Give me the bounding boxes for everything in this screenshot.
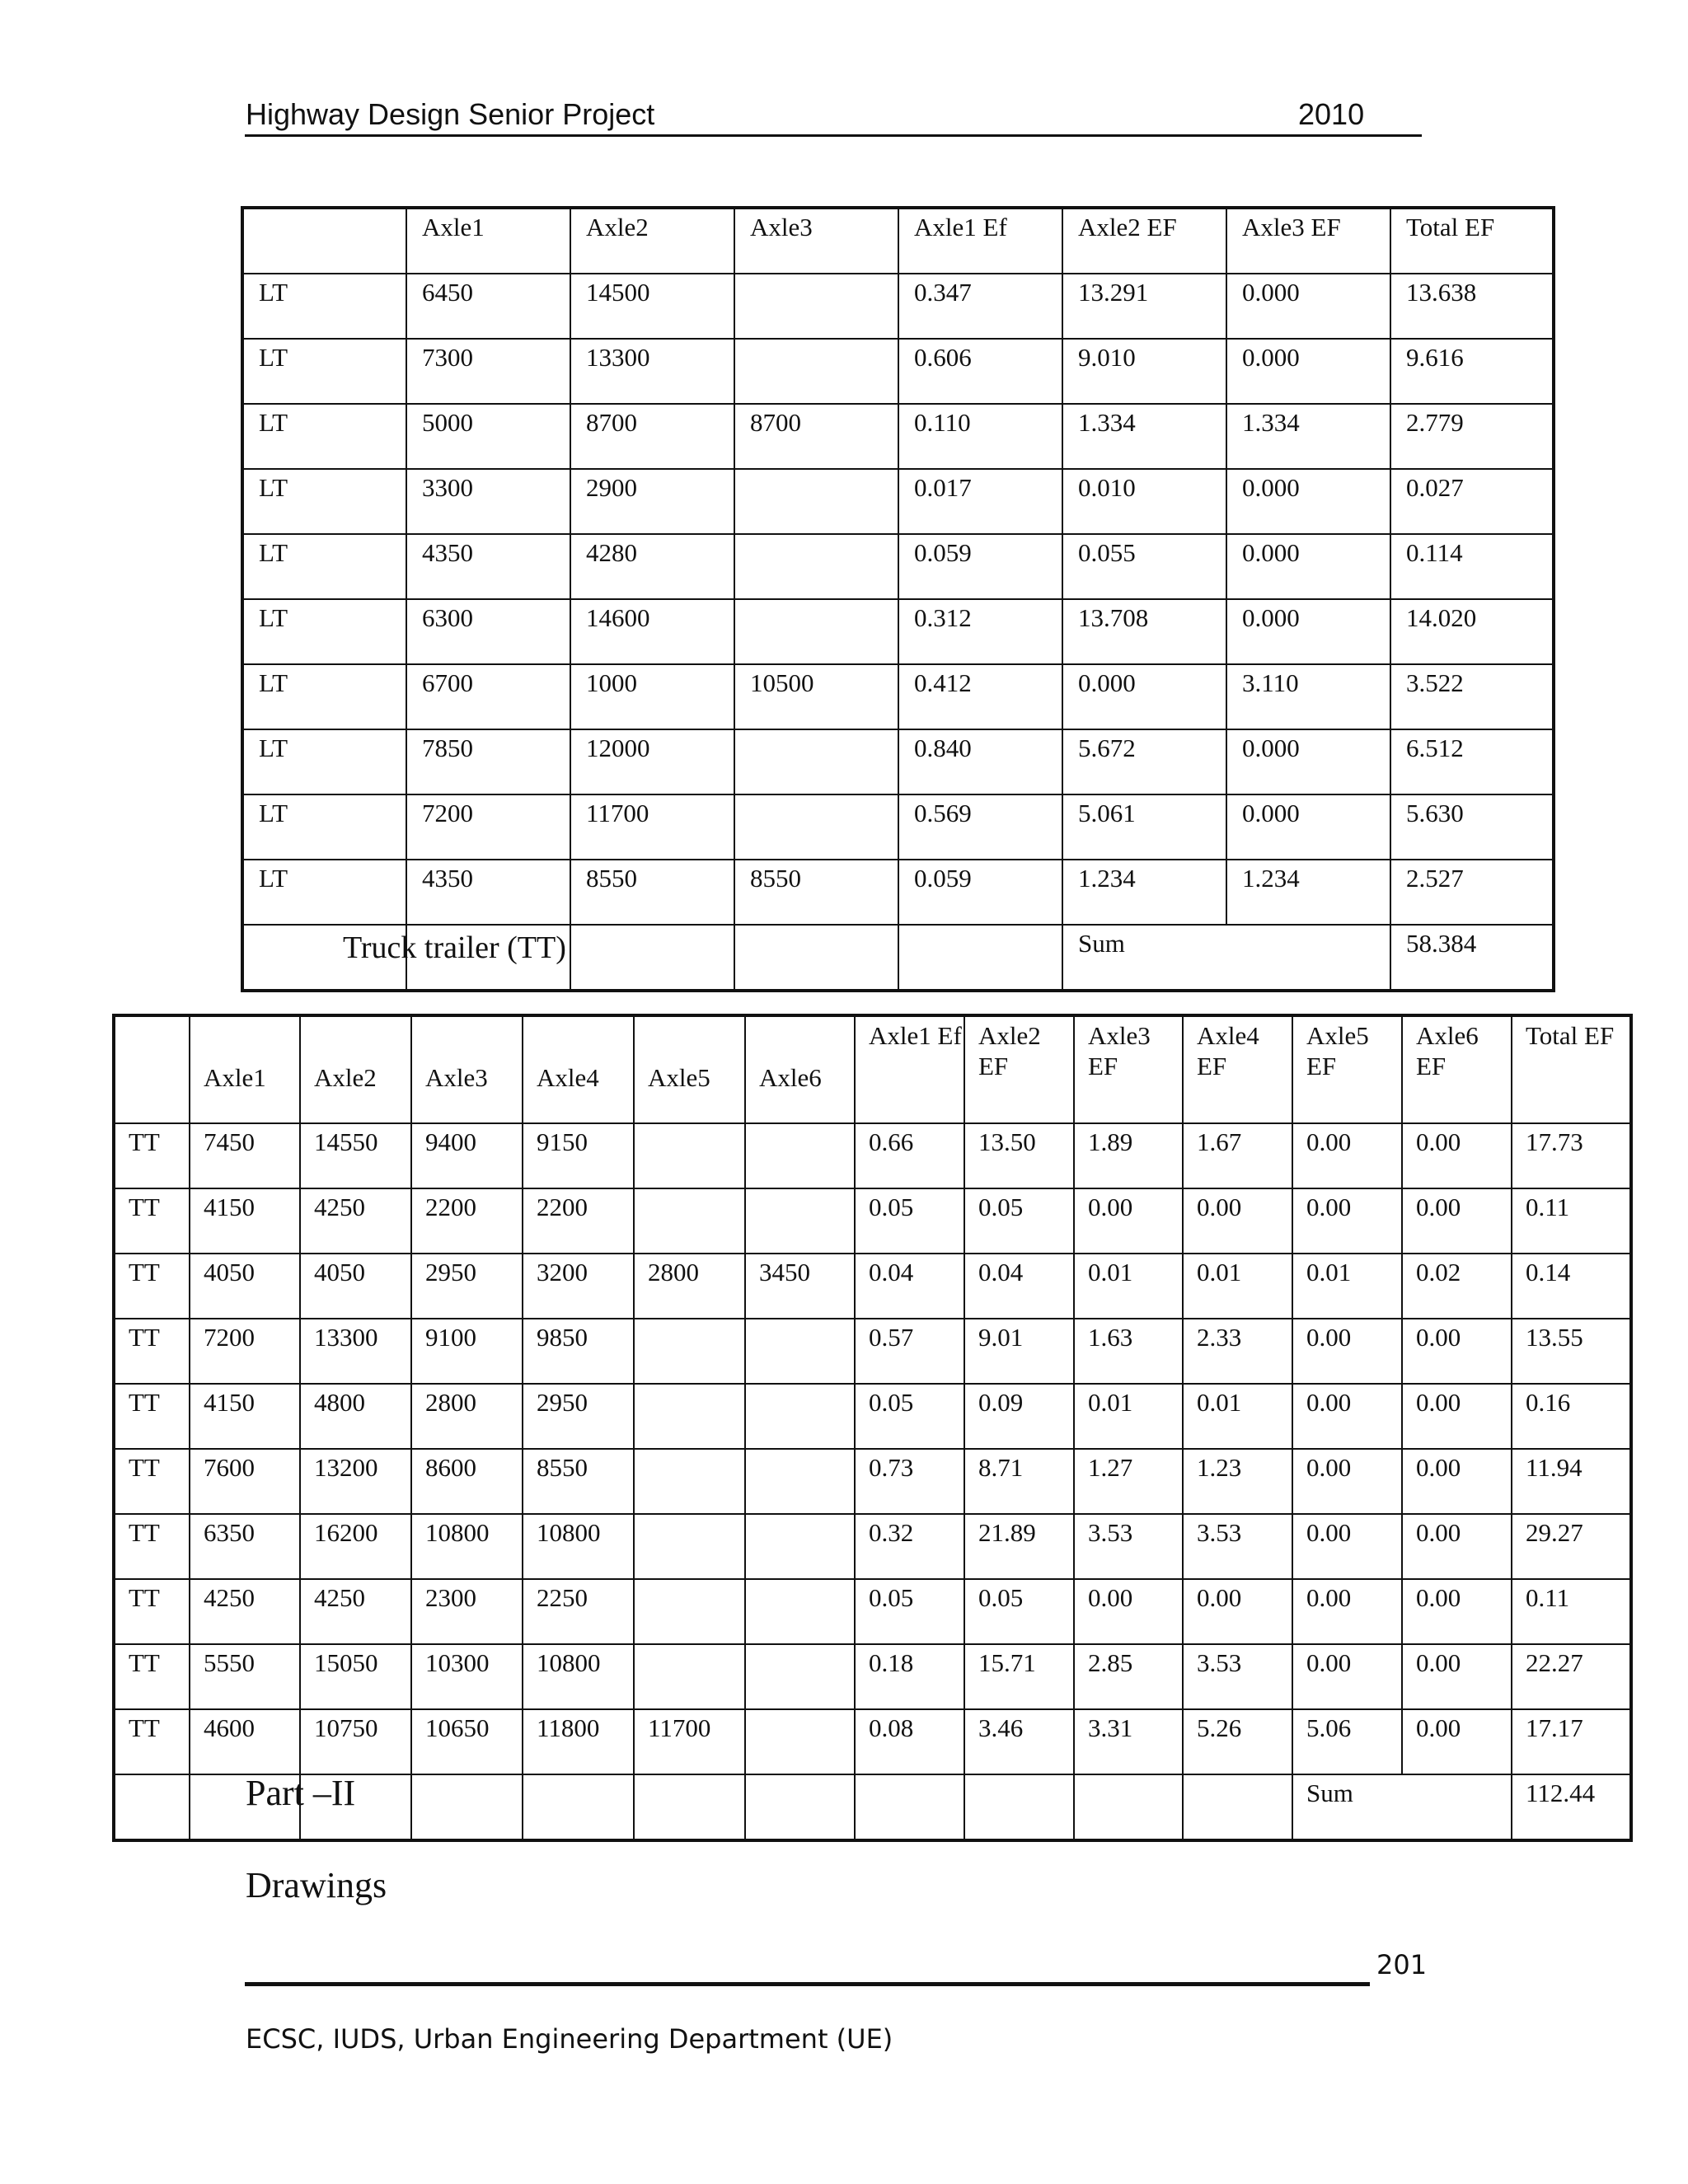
table-cell [745,1319,855,1384]
table-cell: 0.00 [1292,1644,1402,1709]
table-cell: 1000 [570,664,734,729]
table-row [114,1254,1631,1319]
column-header: Axle3 EF [1074,1015,1183,1123]
table-cell: 0.73 [855,1449,964,1514]
table-cell: 3.46 [964,1709,1074,1774]
table-cell: 21.89 [964,1514,1074,1579]
table-cell: 4250 [300,1579,411,1644]
table-cell: 0.05 [855,1188,964,1254]
table-cell: 13.708 [1062,599,1226,664]
table-cell: 0.18 [855,1644,964,1709]
table-row [242,860,1554,925]
table-cell: 3.31 [1074,1709,1183,1774]
column-header: Axle4 [523,1015,634,1123]
table-cell: 0.00 [1402,1709,1512,1774]
table-cell: 11700 [634,1709,745,1774]
column-header: Axle5 EF [1292,1015,1402,1123]
table-cell: 5.672 [1062,729,1226,794]
table-cell: LT [242,339,406,404]
table-cell: 29.27 [1512,1514,1631,1579]
table-cell: 1.67 [1183,1123,1292,1188]
empty-cell [855,1774,964,1840]
table-cell: 0.00 [1183,1188,1292,1254]
table-cell: 0.110 [898,404,1062,469]
table-cell: 5000 [406,404,570,469]
empty-cell [964,1774,1074,1840]
table-cell [634,1449,745,1514]
table-cell: 3.110 [1226,664,1390,729]
table-cell: 0.000 [1226,469,1390,534]
table-cell: 13300 [570,339,734,404]
column-header: Axle2 [570,208,734,274]
table-cell: 16200 [300,1514,411,1579]
empty-cell [523,1774,634,1840]
table-cell: 15050 [300,1644,411,1709]
table-cell [634,1514,745,1579]
table-cell: 3.522 [1390,664,1554,729]
table-cell: 0.09 [964,1384,1074,1449]
header-rule [245,134,1422,137]
table-cell: 9100 [411,1319,523,1384]
table-cell [745,1644,855,1709]
table-cell: 0.66 [855,1123,964,1188]
table-cell: 0.055 [1062,534,1226,599]
table-row [242,794,1554,860]
column-header: Total EF [1512,1015,1631,1123]
table-cell: 0.00 [1074,1579,1183,1644]
table-cell: 0.16 [1512,1384,1631,1449]
running-header-title: Highway Design Senior Project [246,97,655,131]
header-row [114,1015,1631,1123]
truck-trailer-caption: Truck trailer (TT) [343,930,566,965]
table-cell: TT [114,1254,190,1319]
column-header: Axle2 [300,1015,411,1123]
table-cell: 2950 [411,1254,523,1319]
table-cell: 10650 [411,1709,523,1774]
table-cell: 5.061 [1062,794,1226,860]
table-cell: 13.50 [964,1123,1074,1188]
table-cell: 2800 [634,1254,745,1319]
drawings-heading: Drawings [246,1865,387,1905]
table-cell: 2800 [411,1384,523,1449]
table-cell: 0.412 [898,664,1062,729]
table-cell: TT [114,1319,190,1384]
table-cell: 8600 [411,1449,523,1514]
table-cell: LT [242,729,406,794]
table-cell: 0.00 [1402,1188,1512,1254]
table-cell: 17.73 [1512,1123,1631,1188]
table-cell: TT [114,1644,190,1709]
table-cell: 1.234 [1062,860,1226,925]
table-cell: 0.00 [1074,1188,1183,1254]
table-cell: 0.00 [1402,1319,1512,1384]
table-cell: 0.00 [1183,1579,1292,1644]
table-cell: 2250 [523,1579,634,1644]
table-cell: 0.00 [1402,1384,1512,1449]
table-row [114,1384,1631,1449]
table-cell: 17.17 [1512,1709,1631,1774]
table-cell: 3.53 [1183,1514,1292,1579]
column-header: Axle2 EF [964,1015,1074,1123]
table-cell: 4600 [190,1709,300,1774]
table-cell: 12000 [570,729,734,794]
table-cell: 1.234 [1226,860,1390,925]
table-cell: 22.27 [1512,1644,1631,1709]
table-cell: 0.000 [1226,274,1390,339]
table-cell: 13.55 [1512,1319,1631,1384]
table-cell: 11800 [523,1709,634,1774]
running-header-year: 2010 [1298,97,1365,131]
column-header: Axle6 [745,1015,855,1123]
table-cell: 0.05 [855,1384,964,1449]
table-cell: 5.26 [1183,1709,1292,1774]
table-cell [734,534,898,599]
table-cell: 2200 [523,1188,634,1254]
table-cell: 0.000 [1226,794,1390,860]
table-cell: 0.04 [855,1254,964,1319]
header-row [242,208,1554,274]
table-cell: 7600 [190,1449,300,1514]
table-cell: TT [114,1188,190,1254]
table-cell: 10800 [411,1514,523,1579]
table-cell [745,1449,855,1514]
table-cell: 6700 [406,664,570,729]
table-cell: 2.779 [1390,404,1554,469]
table-cell: 0.606 [898,339,1062,404]
table-cell: 0.00 [1292,1579,1402,1644]
column-header: Axle6 EF [1402,1015,1512,1123]
table-row [114,1319,1631,1384]
table-cell: 1.63 [1074,1319,1183,1384]
table-cell: 3.53 [1183,1644,1292,1709]
table-cell: 4150 [190,1384,300,1449]
table-cell [734,599,898,664]
table-cell [734,469,898,534]
table-row [242,534,1554,599]
table-cell: 9400 [411,1123,523,1188]
table-cell: 5550 [190,1644,300,1709]
table-cell: TT [114,1384,190,1449]
table-cell: 0.05 [855,1579,964,1644]
column-header: Axle1 Ef [898,208,1062,274]
table-cell: 0.11 [1512,1579,1631,1644]
table-cell: 0.017 [898,469,1062,534]
table-cell: 0.059 [898,534,1062,599]
table-row [242,339,1554,404]
table-cell: 0.14 [1512,1254,1631,1319]
sum-value: 58.384 [1390,925,1554,991]
table-cell [745,1579,855,1644]
table-cell: 4250 [190,1579,300,1644]
column-header: Axle1 [406,208,570,274]
table-row [114,1709,1631,1774]
table-cell: 8700 [734,404,898,469]
table-cell: 3200 [523,1254,634,1319]
table-cell [734,274,898,339]
table-cell: 4280 [570,534,734,599]
table-cell: 4350 [406,534,570,599]
table-cell: 0.840 [898,729,1062,794]
table-cell: 8550 [734,860,898,925]
table-cell: 5.630 [1390,794,1554,860]
table-cell: 9150 [523,1123,634,1188]
table-cell [734,729,898,794]
sum-value: 112.44 [1512,1774,1631,1840]
column-header: Axle4 EF [1183,1015,1292,1123]
table-cell: 2950 [523,1384,634,1449]
table-row [242,599,1554,664]
table-cell: 0.08 [855,1709,964,1774]
table-cell: LT [242,860,406,925]
table-cell: 13.291 [1062,274,1226,339]
table-cell: 0.01 [1292,1254,1402,1319]
column-header: Axle3 [411,1015,523,1123]
table-cell: LT [242,404,406,469]
table-cell [745,1188,855,1254]
table-cell [634,1319,745,1384]
empty-cell [734,925,898,991]
table-cell: 1.334 [1062,404,1226,469]
table-cell: 0.347 [898,274,1062,339]
table-cell [634,1579,745,1644]
empty-cell [634,1774,745,1840]
table-cell: LT [242,599,406,664]
sum-label: Sum [1292,1774,1512,1840]
table-cell: 0.01 [1074,1384,1183,1449]
table-cell: 0.00 [1402,1644,1512,1709]
table-cell: 0.00 [1292,1384,1402,1449]
table-cell: 0.00 [1292,1123,1402,1188]
table-cell: 0.00 [1292,1514,1402,1579]
table-row [114,1514,1631,1579]
table-cell: 0.569 [898,794,1062,860]
table-cell: TT [114,1709,190,1774]
table-cell: 0.00 [1292,1319,1402,1384]
table-cell [745,1123,855,1188]
table-cell: 3450 [745,1254,855,1319]
table-cell: 10500 [734,664,898,729]
table-cell [734,339,898,404]
table-cell: 0.05 [964,1188,1074,1254]
table-cell: 0.059 [898,860,1062,925]
table-cell: 7200 [190,1319,300,1384]
table-row [114,1644,1631,1709]
table-cell: 3300 [406,469,570,534]
part-title: Part –II [246,1773,356,1813]
table-cell: 2.33 [1183,1319,1292,1384]
column-header: Total EF [1390,208,1554,274]
table-cell: 0.05 [964,1579,1074,1644]
table-cell: 14500 [570,274,734,339]
table-cell: 0.00 [1402,1514,1512,1579]
table-cell [745,1709,855,1774]
table-cell: 0.01 [1074,1254,1183,1319]
empty-cell [898,925,1062,991]
table-cell: 6450 [406,274,570,339]
table-cell: LT [242,469,406,534]
table-cell: 9.010 [1062,339,1226,404]
table-cell: 6350 [190,1514,300,1579]
table-cell: LT [242,274,406,339]
footer-text: ECSC, IUDS, Urban Engineering Department (UE) [246,2023,893,2055]
table-cell: 7850 [406,729,570,794]
table-cell: 10750 [300,1709,411,1774]
table-row [114,1123,1631,1188]
table-cell: 1.27 [1074,1449,1183,1514]
table-cell: 2.85 [1074,1644,1183,1709]
truck-trailer-ef-table [112,1014,1633,1842]
table-cell: 0.01 [1183,1254,1292,1319]
table-cell: TT [114,1579,190,1644]
table-cell: 0.114 [1390,534,1554,599]
table-cell: 7450 [190,1123,300,1188]
table-cell: 1.89 [1074,1123,1183,1188]
table-cell: 2.527 [1390,860,1554,925]
table-cell: 0.000 [1226,339,1390,404]
empty-cell [114,1774,190,1840]
table-cell: 4050 [190,1254,300,1319]
column-header: Axle2 EF [1062,208,1226,274]
table-cell: 11.94 [1512,1449,1631,1514]
table-cell: 13.638 [1390,274,1554,339]
table-cell: 1.334 [1226,404,1390,469]
column-header: Axle1 Ef [855,1015,964,1123]
table-cell: 7200 [406,794,570,860]
column-header [242,208,406,274]
table-cell: TT [114,1123,190,1188]
table-cell [634,1123,745,1188]
table-cell [634,1384,745,1449]
table-cell: TT [114,1449,190,1514]
column-header: Axle3 EF [1226,208,1390,274]
table-cell: 10800 [523,1644,634,1709]
table-cell: TT [114,1514,190,1579]
table-row [114,1449,1631,1514]
table-cell: 0.04 [964,1254,1074,1319]
table-cell: 9.616 [1390,339,1554,404]
table-cell: 14.020 [1390,599,1554,664]
table-cell: LT [242,664,406,729]
table-cell: 8550 [570,860,734,925]
table-cell: 15.71 [964,1644,1074,1709]
table-cell: 4800 [300,1384,411,1449]
table-cell: 13200 [300,1449,411,1514]
table-cell: 4050 [300,1254,411,1319]
table-cell [634,1188,745,1254]
table-cell: 0.00 [1292,1449,1402,1514]
table-cell: 8.71 [964,1449,1074,1514]
table-cell: 0.000 [1226,729,1390,794]
table-cell: 6.512 [1390,729,1554,794]
table-cell: LT [242,794,406,860]
page-number: 201 [1376,1949,1428,1980]
table-row [242,469,1554,534]
sum-label: Sum [1062,925,1390,991]
table-cell: 0.00 [1292,1188,1402,1254]
table-cell: 5.06 [1292,1709,1402,1774]
empty-cell [1183,1774,1292,1840]
column-header [114,1015,190,1123]
table-cell: 14600 [570,599,734,664]
table-cell [745,1384,855,1449]
table-row [114,1188,1631,1254]
table-cell: 9850 [523,1319,634,1384]
table-cell: 0.00 [1402,1579,1512,1644]
table-cell: 7300 [406,339,570,404]
empty-cell [411,1774,523,1840]
table-cell: 11700 [570,794,734,860]
table-cell: 0.57 [855,1319,964,1384]
table-cell [634,1644,745,1709]
table-cell: 0.000 [1226,599,1390,664]
column-header: Axle1 [190,1015,300,1123]
empty-cell [570,925,734,991]
table-row [242,664,1554,729]
empty-cell [745,1774,855,1840]
table-cell: 8550 [523,1449,634,1514]
table-cell: 0.11 [1512,1188,1631,1254]
table-cell: 4250 [300,1188,411,1254]
table-cell: 2200 [411,1188,523,1254]
table-cell: 9.01 [964,1319,1074,1384]
table-cell: 0.00 [1402,1123,1512,1188]
table-cell: 0.027 [1390,469,1554,534]
table-cell: 0.01 [1183,1384,1292,1449]
table-cell: 0.00 [1402,1449,1512,1514]
table-cell: 0.000 [1062,664,1226,729]
table-cell: 10800 [523,1514,634,1579]
column-header: Axle5 [634,1015,745,1123]
table-cell: 14550 [300,1123,411,1188]
table-cell: 2900 [570,469,734,534]
table-cell: 1.23 [1183,1449,1292,1514]
table-cell: 4150 [190,1188,300,1254]
table-row [242,404,1554,469]
empty-cell [1074,1774,1183,1840]
table-cell [745,1514,855,1579]
table-cell: LT [242,534,406,599]
table-cell: 4350 [406,860,570,925]
table-cell: 13300 [300,1319,411,1384]
column-header: Axle3 [734,208,898,274]
table-cell: 8700 [570,404,734,469]
table-cell: 0.312 [898,599,1062,664]
table-cell [734,794,898,860]
table-row [242,729,1554,794]
table-cell: 10300 [411,1644,523,1709]
table-row [242,274,1554,339]
table-cell: 0.02 [1402,1254,1512,1319]
footer-rule [245,1982,1370,1986]
table-cell: 0.010 [1062,469,1226,534]
table-cell: 3.53 [1074,1514,1183,1579]
light-truck-ef-table [241,206,1555,992]
table-cell: 0.32 [855,1514,964,1579]
table-cell: 2300 [411,1579,523,1644]
table-cell: 6300 [406,599,570,664]
table-row [114,1579,1631,1644]
table-cell: 0.000 [1226,534,1390,599]
